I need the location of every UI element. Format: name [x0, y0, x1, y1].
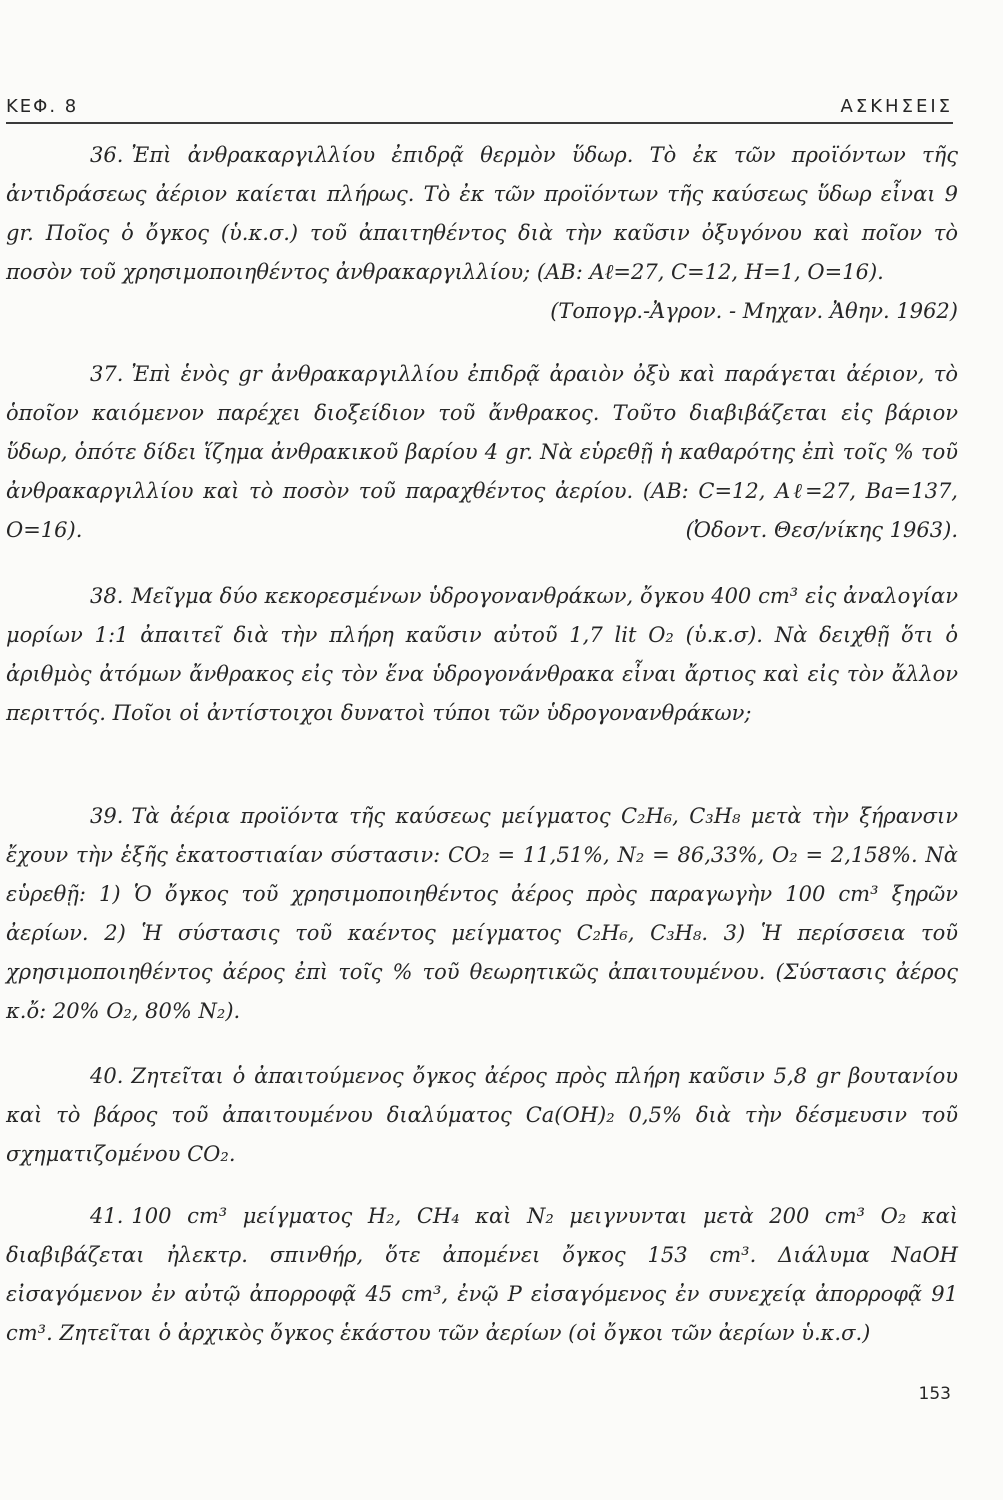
exercise-number: 36.	[90, 143, 124, 167]
chapter-label: ΚΕΦ. 8	[6, 96, 79, 117]
exercise-number: 39.	[90, 804, 124, 828]
exercise-39	[6, 797, 958, 1031]
exercise-text: 100 cm³ μείγματος H₂, CH₄ καὶ N₂ μειγνυνται μετὰ 200 cm³ O₂ καὶ διαβιβάζεται ἠλεκτρ. σπινθήρ, ὅτε ἀπομένει ὄγκος 153 cm³. Διάλυμα NaOH εἰσαγόμενον ἐν αὐτῷ ἀπορροφᾷ 45 cm³, ἐνῷ P εἰσαγόμενος ἐν συνεχείᾳ ἀπορροφᾷ 91 cm³. Ζητεῖται ὁ ἀρχικὸς ὄγκος ἑκάστου τῶν ἀερίων (οἱ ὄγκοι τῶν ἀερίων ὑ.κ.σ.)	[6, 1204, 958, 1345]
section-title: ΑΣΚΗΣΕΙΣ	[840, 96, 953, 117]
exercise-37	[6, 355, 958, 550]
exercise-41	[6, 1197, 958, 1353]
exercise-text: Μεῖγμα δύο κεκορεσμένων ὑδρογονανθράκων, ὄγκου 400 cm³ εἰς ἀναλογίαν μορίων 1:1 ἀπαιτεῖ διὰ τὴν πλήρη καῦσιν αὐτοῦ 1,7 lit O₂ (ὑ.κ.σ). Νὰ δειχθῇ ὅτι ὁ ἀριθμὸς ἀτόμων ἄνθρακος εἰς τὸν ἕνα ὑδρογονάνθρακα εἶναι ἄρτιος καὶ εἰς τὸν ἄλλον περιττός. Ποῖοι οἱ ἀντίστοιχοι δυνατοὶ τύποι τῶν ὑδρογονανθράκων;	[6, 584, 958, 725]
exercise-source: (Ὀδοντ. Θεσ/νίκης 1963).	[685, 518, 958, 542]
exercise-number: 40.	[90, 1064, 124, 1088]
running-header	[6, 88, 953, 124]
exercise-source: (Τοπογρ.-Ἀγρον. - Μηχαν. Ἀθην. 1962)	[550, 299, 958, 323]
page-number: 153	[918, 1384, 951, 1404]
exercise-number: 37.	[90, 362, 124, 386]
exercise-text: Ζητεῖται ὁ ἀπαιτούμενος ὄγκος ἀέρος πρὸς πλήρη καῦσιν 5,8 gr βουτανίου καὶ τὸ βάρος τοῦ ἀπαιτουμένου διαλύματος Ca(OH)₂ 0,5% διὰ τὴν δέσμευσιν τοῦ σχηματιζομένου CO₂.	[6, 1064, 958, 1166]
exercise-text: Ἐπὶ ἑνὸς gr ἀνθρακαργιλλίου ἐπιδρᾷ ἀραιὸν ὀξὺ καὶ παράγεται ἀέριον, τὸ ὁποῖον καιόμενον παρέχει διοξείδιον τοῦ ἄνθρακος. Τοῦτο διαβιβάζεται εἰς βάριον ὕδωρ, ὁπότε δίδει ἵζημα ἀνθρακικοῦ βαρίου 4 gr. Νὰ εὑρεθῇ ἡ καθαρότης ἐπὶ τοῖς % τοῦ ἀνθρακαργιλλίου καὶ τὸ ποσὸν τοῦ παραχθέντος ἀερίου. (ΑΒ: C=12, Αℓ=27, Ba=137, O=16).	[6, 362, 958, 542]
exercise-40	[6, 1057, 958, 1174]
exercise-number: 38.	[90, 584, 124, 608]
exercise-36	[6, 136, 958, 331]
exercise-text: Ἐπὶ ἀνθρακαργιλλίου ἐπιδρᾷ θερμὸν ὕδωρ. Τὸ ἐκ τῶν προϊόντων τῆς ἀντιδράσεως ἀέριον καίεται πλήρως. Τὸ ἐκ τῶν προϊόντων τῆς καύσεως ὕδωρ εἶναι 9 gr. Ποῖος ὁ ὄγκος (ὑ.κ.σ.) τοῦ ἀπαιτηθέντος διὰ τὴν καῦσιν ὀξυγόνου καὶ ποῖον τὸ ποσὸν τοῦ χρησιμοποιηθέντος ἀνθρακαργιλλίου; (ΑΒ: Αℓ=27, C=12, H=1, O=16).	[6, 143, 958, 284]
exercise-38	[6, 577, 958, 733]
exercise-text: Τὰ ἀέρια προϊόντα τῆς καύσεως μείγματος C₂H₆, C₃H₈ μετὰ τὴν ξήρανσιν ἔχουν τὴν ἑξῆς ἑκατοστιαίαν σύστασιν: CO₂ = 11,51%, N₂ = 86,33%, O₂ = 2,158%. Νὰ εὑρεθῇ: 1) Ὁ ὄγκος τοῦ χρησιμοποιηθέντος ἀέρος πρὸς παραγωγὴν 100 cm³ ξηρῶν ἀερίων. 2) Ἡ σύστασις τοῦ καέντος μείγματος C₂H₆, C₃H₈. 3) Ἡ περίσσεια τοῦ χρησιμοποιηθέντος ἀέρος ἐπὶ τοῖς % τοῦ θεωρητικῶς ἀπαιτουμένου. (Σύστασις ἀέρος κ.ὄ: 20% O₂, 80% N₂).	[6, 804, 958, 1023]
exercise-number: 41.	[90, 1204, 124, 1228]
